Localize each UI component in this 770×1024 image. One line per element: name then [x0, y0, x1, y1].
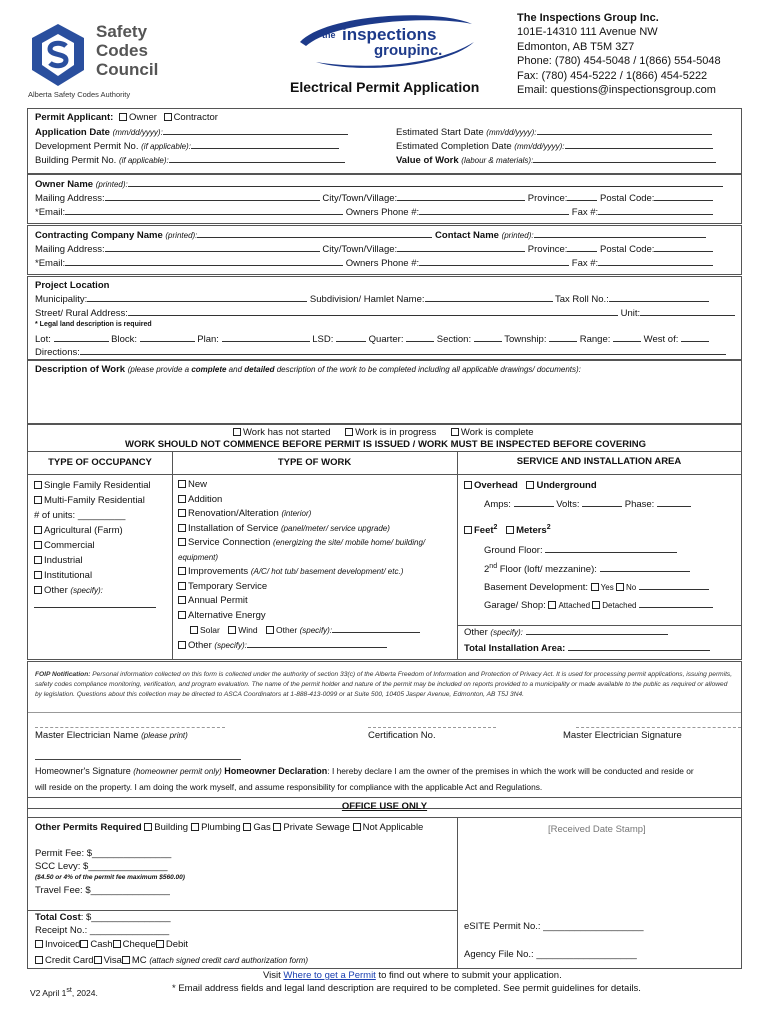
homeowner-decl-text2: will reside on the property. I am doing the work myself, and assume responsibility for compliance with the applicable Act and Regulations. — [35, 782, 543, 792]
footer-visit-rest: to find out where to submit your application. — [375, 970, 562, 981]
volts-field[interactable] — [582, 498, 622, 507]
homeowner-decl-label: Homeowner Declaration — [224, 766, 328, 776]
invoiced-checkbox[interactable] — [35, 940, 43, 948]
description-textarea[interactable] — [34, 379, 734, 421]
service-header: SERVICE AND INSTALLATION AREA — [516, 456, 682, 467]
directions-field[interactable] — [80, 346, 726, 355]
scc-line3: Council — [96, 60, 159, 79]
owner-fax-label: Fax #: — [571, 207, 599, 218]
cert-label: Certification No. — [368, 730, 436, 741]
work-new[interactable]: New — [178, 478, 425, 493]
municipality-field[interactable] — [87, 293, 307, 302]
tig-group: groupinc. — [374, 42, 443, 59]
occ-other[interactable]: Other (specify): — [34, 583, 156, 598]
debit-checkbox[interactable] — [156, 940, 164, 948]
office-use-header — [27, 797, 742, 817]
attached-checkbox[interactable] — [548, 601, 556, 609]
company-name-note: (printed): — [165, 231, 198, 240]
mc-label: MC — [131, 955, 147, 966]
homeowner-sig-note: (homeowner permit only) — [133, 767, 222, 776]
applicant-section — [27, 108, 742, 174]
volts-label: Volts: — [556, 499, 580, 510]
gas-label: Gas — [253, 822, 271, 833]
occ-commercial[interactable]: Commercial — [34, 538, 156, 553]
na-label: Not Applicable — [362, 822, 424, 833]
owner-postal-field[interactable] — [654, 192, 713, 201]
footer-visit: Visit — [263, 970, 284, 981]
dev-permit-note: (if applicable): — [141, 142, 191, 151]
homeowner-decl-text1: : I hereby declare I am the owner of the premises in which the work will be conducted and reside or — [327, 766, 694, 776]
building-checkbox[interactable] — [144, 823, 152, 831]
types-table: TYPE OF OCCUPANCY TYPE OF WORK SERVICE AND INSTALLATION AREA Single Family Residential Multi-Family Residential # of units: _________ Agricultural (Farm) Commercial Industrial Institutional Other (specify): New Addition Renovation/Alteration (interior) Installation of Service (panel/meter/ service upgrade) Service Connection (energizing the site/ mobile home/ building/ equipment) Improvements (A/C/ hot tub/ basement development/ etc.) Temporary Service Annual Permit Alternative Energy Solar Wind Other (specify): Other (specify): Overhead Underground Amps: Volts: Phase: Feet$^2$ Meters$^2$ Ground Floor: 2nd Floor (loft/ mezzanine): Basement Development: Yes No Garage/ Shop: Attached Detached Other (specify): Total Installation Area: — [27, 451, 742, 660]
app-date-field[interactable] — [163, 126, 348, 135]
township-field[interactable] — [549, 333, 577, 342]
master-name-field[interactable] — [35, 720, 225, 728]
total-area-label: Total Installation Area: — [464, 643, 566, 654]
company-name-field[interactable] — [197, 229, 432, 238]
work-improvements[interactable]: Improvements (A/C/ hot tub/ basement development/ etc.) — [178, 565, 425, 580]
invoiced-label: Invoiced — [45, 939, 81, 950]
company-phone: Phone: (780) 454-5048 / 1(866) 554-5048 — [517, 55, 721, 68]
phase-field[interactable] — [657, 498, 691, 507]
occ-industrial[interactable]: Industrial — [34, 553, 156, 568]
visa-checkbox[interactable] — [94, 956, 102, 964]
street-field[interactable] — [128, 307, 618, 316]
quarter-field[interactable] — [406, 333, 434, 342]
occ-institutional[interactable]: Institutional — [34, 568, 156, 583]
work-status-section — [27, 424, 742, 452]
occ-agricultural[interactable]: Agricultural (Farm) — [34, 523, 156, 538]
contractor-postal-label: Postal Code: — [600, 244, 655, 255]
overhead-checkbox[interactable] — [464, 481, 472, 489]
subdivision-field[interactable] — [425, 293, 553, 302]
contractor-province-label: Province: — [527, 244, 568, 255]
block-field[interactable] — [140, 333, 195, 342]
work-warning: WORK SHOULD NOT COMMENCE BEFORE PERMIT IS ISSUED / WORK MUST BE INSPECTED BEFORE COVERING — [125, 439, 646, 450]
contact-name-label: Contact Name — [435, 230, 499, 241]
owner-section — [27, 174, 742, 224]
section-label: Section: — [436, 334, 472, 345]
sewage-label: Private Sewage — [283, 822, 350, 833]
esite-field[interactable]: eSITE Permit No.: ___________________ — [464, 921, 644, 932]
project-location-title: Project Location — [35, 280, 110, 291]
tig-main: inspections — [342, 25, 437, 44]
company-fax: Fax: (780) 454-5222 / 1(866) 454-5222 — [517, 69, 708, 82]
office-use-section — [27, 817, 742, 969]
second-floor-num: 2 — [484, 564, 490, 576]
company-email: Email: questions@inspectionsgroup.com — [517, 84, 716, 97]
dev-permit-field[interactable] — [191, 140, 339, 149]
lot-field[interactable] — [54, 333, 109, 342]
complete-label: Work is complete — [460, 427, 534, 438]
received-stamp: [Received Date Stamp] — [548, 824, 646, 835]
cheque-label: Cheque — [122, 939, 156, 950]
contractor-province-field[interactable] — [567, 243, 597, 252]
visa-label: Visa — [103, 955, 122, 966]
est-start-label: Estimated Start Date — [396, 127, 484, 138]
second-floor-field[interactable] — [600, 563, 690, 572]
bldg-permit-note: (if applicable): — [118, 156, 169, 165]
other-permits-label: Other Permits Required — [35, 822, 142, 833]
contractor-phone-field[interactable] — [419, 257, 569, 266]
receipt-field[interactable]: Receipt No.: _______________ — [35, 925, 170, 936]
est-complete-label: Estimated Completion Date — [396, 141, 512, 152]
legal-required-note: * Legal land description is required — [35, 321, 152, 328]
not-started-checkbox[interactable] — [233, 428, 241, 436]
contractor-postal-field[interactable] — [654, 243, 713, 252]
wind-checkbox[interactable] — [228, 626, 236, 634]
where-to-get-permit-link[interactable]: Where to get a Permit — [283, 970, 376, 981]
credit-checkbox[interactable] — [35, 956, 43, 964]
agency-field[interactable]: Agency File No.: ___________________ — [464, 949, 637, 960]
company-name-label: Contracting Company Name — [35, 230, 163, 241]
version-sup: st — [66, 987, 72, 994]
debit-label: Debit — [165, 939, 189, 950]
contractor-email-label: *Email: — [35, 258, 66, 269]
amps-label: Amps: — [484, 499, 511, 510]
feet-sq: 2 — [493, 524, 498, 531]
ground-floor-field[interactable] — [545, 544, 677, 553]
company-name: The Inspections Group Inc. — [517, 12, 659, 24]
meters-sq: 2 — [546, 524, 551, 531]
owner-city-field[interactable] — [397, 192, 525, 201]
alt-energy-options: Solar Wind Other (specify): — [178, 623, 425, 639]
occ-single[interactable]: Single Family Residential — [34, 478, 156, 493]
range-field[interactable] — [613, 333, 641, 342]
work-renovation[interactable]: Renovation/Alteration (interior) — [178, 507, 425, 522]
directions-label: Directions: — [35, 347, 80, 358]
owner-province-label: Province: — [527, 193, 568, 204]
scc-line1: Safety — [96, 22, 148, 41]
lsd-label: LSD: — [312, 334, 334, 345]
owner-mailing-label: Mailing Address: — [35, 193, 105, 204]
est-start-format: (mm/dd/yyyy): — [486, 128, 537, 137]
plumbing-checkbox[interactable] — [191, 823, 199, 831]
owner-checkbox[interactable] — [119, 113, 127, 121]
contact-name-field[interactable] — [534, 229, 706, 238]
mc-note: (attach signed credit card authorization form) — [149, 956, 309, 965]
cheque-checkbox[interactable] — [113, 940, 121, 948]
contractor-city-field[interactable] — [397, 243, 525, 252]
owner-city-label: City/Town/Village: — [322, 193, 398, 204]
foip-signature-section — [27, 661, 742, 809]
subdivision-label: Subdivision/ Hamlet Name: — [309, 294, 425, 305]
cert-field[interactable] — [368, 720, 496, 728]
master-sig-field[interactable] — [576, 720, 741, 728]
foip-notice: FOIP Notification: Personal information collected on this form is collected under the authority of section 33(c) of the Alberta Freedom of Information and Protection of Privacy Act. It is used for processing permit applications, issuing permits, safety codes compliance monitoring, verification, and program evaluation. The name of the permit holder and nature of the permit may be included on reports provided to a municipality or made available to the public as required or allowed by legislation. Questions about this collection may be directed to ASCA Coordinators at 1-888-413-0099 or at Suite 500, 10405 Jasper Avenue, Edmonton, AB T5J 3N4. — [35, 671, 733, 698]
complete-checkbox[interactable] — [451, 428, 459, 436]
occ-other-field[interactable] — [34, 599, 156, 608]
garage-field[interactable] — [639, 599, 713, 608]
total-area-field[interactable] — [568, 642, 710, 651]
na-checkbox[interactable] — [353, 823, 361, 831]
ground-floor-label: Ground Floor: — [484, 545, 543, 556]
amps-field[interactable] — [514, 498, 554, 507]
contractor-email-field[interactable] — [65, 257, 343, 266]
scc-levy-note: ($4.50 or 4% of the permit fee maximum $560.00) — [35, 874, 185, 881]
block-label: Block: — [111, 334, 138, 345]
gas-checkbox[interactable] — [243, 823, 251, 831]
lsd-field[interactable] — [336, 333, 366, 342]
owner-fax-field[interactable] — [598, 206, 713, 215]
occ-multi[interactable]: Multi-Family Residential — [34, 493, 156, 508]
municipality-label: Municipality: — [35, 294, 88, 305]
page-title: Electrical Permit Application — [290, 79, 480, 95]
west-of-field[interactable] — [681, 333, 709, 342]
value-work-note: (labour & materials): — [461, 156, 534, 165]
work-install[interactable]: Installation of Service (panel/meter/ service upgrade) — [178, 522, 425, 537]
contractor-section — [27, 225, 742, 275]
contractor-phone-label: Owners Phone #: — [345, 258, 420, 269]
master-sig-label: Master Electrician Signature — [563, 730, 682, 741]
work-addition[interactable]: Addition — [178, 493, 425, 508]
dev-permit-label: Development Permit No. — [35, 141, 139, 152]
owner-name-field[interactable] — [128, 178, 723, 187]
est-complete-format: (mm/dd/yyyy): — [514, 142, 565, 151]
building-label: Building — [154, 822, 189, 833]
mc-checkbox[interactable] — [122, 956, 130, 964]
section-field[interactable] — [474, 333, 502, 342]
owner-email-label: *Email: — [35, 207, 66, 218]
owner-postal-label: Postal Code: — [600, 193, 655, 204]
office-use-title: OFFICE USE ONLY — [341, 801, 428, 812]
company-address2: Edmonton, AB T5M 3Z7 — [517, 40, 635, 53]
work-other[interactable]: Other (specify): — [178, 639, 425, 654]
bldg-permit-label: Building Permit No. — [35, 155, 117, 166]
occ-units[interactable]: # of units: _________ — [34, 510, 126, 521]
bldg-permit-field[interactable] — [169, 154, 345, 163]
garage-label: Garage/ Shop: — [484, 600, 546, 611]
alt-other-field[interactable] — [332, 624, 420, 633]
est-start-field[interactable] — [537, 126, 712, 135]
value-work-field[interactable] — [533, 154, 716, 163]
range-label: Range: — [579, 334, 611, 345]
app-date-format: (mm/dd/yyyy): — [112, 128, 163, 137]
scc-logo — [28, 18, 188, 98]
street-label: Street/ Rural Address: — [35, 308, 128, 319]
overhead-label: Overhead — [474, 480, 518, 491]
cash-checkbox[interactable] — [80, 940, 88, 948]
master-name-note: (please print) — [141, 731, 188, 740]
unit-field[interactable] — [640, 307, 735, 316]
scc-shield-icon — [28, 22, 88, 88]
plumbing-label: Plumbing — [201, 822, 241, 833]
owner-phone-label: Owners Phone #: — [345, 207, 420, 218]
alt-other-checkbox[interactable] — [266, 626, 274, 634]
work-connection[interactable]: Service Connection (energizing the site/ mobile home/ building/ — [178, 536, 425, 551]
in-progress-label: Work is in progress — [355, 427, 437, 438]
meters-label: Meters — [516, 525, 547, 537]
work-header: TYPE OF WORK — [277, 457, 352, 468]
credit-label: Credit Card — [45, 955, 94, 966]
not-started-label: Work has not started — [243, 427, 331, 438]
lot-label: Lot: — [35, 334, 51, 345]
service-other-note: (specify): — [490, 628, 523, 637]
underground-checkbox[interactable] — [526, 481, 534, 489]
project-location-section — [27, 276, 742, 360]
sewage-checkbox[interactable] — [273, 823, 281, 831]
contact-name-note: (printed): — [501, 231, 534, 240]
total-cost-field[interactable]: : $_______________ — [80, 912, 171, 923]
plan-label: Plan: — [197, 334, 219, 345]
basement-yes-checkbox[interactable] — [591, 583, 599, 591]
contractor-label: Contractor — [173, 112, 218, 123]
underground-label: Underground — [536, 480, 597, 491]
est-complete-field[interactable] — [565, 140, 713, 149]
service-other-label: Other — [464, 627, 488, 638]
owner-mailing-field[interactable] — [105, 192, 320, 201]
travel-fee-field[interactable]: Travel Fee: $_______________ — [35, 885, 170, 896]
quarter-label: Quarter: — [368, 334, 404, 345]
scc-line2: Codes — [96, 41, 148, 60]
work-annual[interactable]: Annual Permit — [178, 594, 425, 609]
plan-field[interactable] — [222, 333, 310, 342]
work-alt-energy[interactable]: Alternative Energy — [178, 609, 425, 624]
tig-logo — [296, 12, 476, 72]
detached-checkbox[interactable] — [592, 601, 600, 609]
owner-name-label: Owner Name — [35, 179, 94, 190]
version-label: V2 April 1 — [30, 987, 67, 998]
owner-name-note: (printed): — [95, 180, 128, 189]
contractor-fax-label: Fax #: — [571, 258, 599, 269]
second-floor-sup: nd — [489, 563, 498, 570]
contractor-fax-field[interactable] — [598, 257, 713, 266]
owner-email-field[interactable] — [65, 206, 343, 215]
app-date-label: Application Date — [35, 127, 110, 138]
value-work-label: Value of Work — [396, 155, 459, 166]
contractor-mailing-label: Mailing Address: — [35, 244, 105, 255]
phase-label: Phase: — [624, 499, 655, 510]
description-note: (please provide a complete and detailed description of the work to be completed including all applicable drawings/ documents): — [127, 365, 581, 374]
township-label: Township: — [504, 334, 547, 345]
contractor-checkbox[interactable] — [164, 113, 172, 121]
homeowner-sig-field[interactable] — [35, 752, 241, 760]
west-of-label: West of: — [643, 334, 679, 345]
work-temporary[interactable]: Temporary Service — [178, 580, 425, 595]
feet-checkbox[interactable] — [464, 526, 472, 534]
tig-the: the — [322, 30, 336, 40]
tax-roll-field[interactable] — [609, 293, 709, 302]
total-cost-label: Total Cost — [35, 912, 81, 923]
cash-label: Cash — [90, 939, 113, 950]
permit-fee-field[interactable]: Permit Fee: $_______________ — [35, 848, 172, 859]
owner-label: Owner — [128, 112, 157, 123]
description-section — [27, 360, 742, 424]
basement-label: Basement Development: — [484, 582, 589, 593]
service-other-field[interactable] — [526, 626, 668, 635]
description-label: Description of Work — [35, 364, 126, 375]
solar-checkbox[interactable] — [190, 626, 198, 634]
owner-phone-field[interactable] — [419, 206, 569, 215]
basement-field[interactable] — [639, 581, 709, 590]
scc-subtitle: Alberta Safety Codes Authority — [28, 90, 131, 99]
unit-label: Unit: — [620, 308, 641, 319]
tax-roll-label: Tax Roll No.: — [554, 294, 609, 305]
basement-no-checkbox[interactable] — [616, 583, 624, 591]
master-name-label: Master Electrician Name — [35, 730, 139, 741]
meters-checkbox[interactable] — [506, 526, 514, 534]
feet-label: Feet — [474, 525, 494, 537]
occupancy-header: TYPE OF OCCUPANCY — [48, 457, 152, 468]
version-rest: , 2024. — [71, 987, 98, 998]
company-address1: 101E-14310 111 Avenue NW — [517, 26, 658, 39]
second-floor-label: Floor (loft/ mezzanine): — [499, 564, 597, 576]
work-connection-note2: equipment) — [178, 552, 219, 562]
homeowner-sig-label: Homeowner's Signature — [35, 766, 131, 776]
contractor-city-label: City/Town/Village: — [322, 244, 398, 255]
footer-note: * Email address fields and legal land description are required to be completed. See permit guidelines for details. — [172, 983, 641, 994]
owner-province-field[interactable] — [567, 192, 597, 201]
contractor-mailing-field[interactable] — [105, 243, 320, 252]
permit-applicant-label: Permit Applicant: — [35, 112, 114, 123]
in-progress-checkbox[interactable] — [345, 428, 353, 436]
scc-levy-field[interactable]: SCC Levy: $_______________ — [35, 861, 168, 872]
